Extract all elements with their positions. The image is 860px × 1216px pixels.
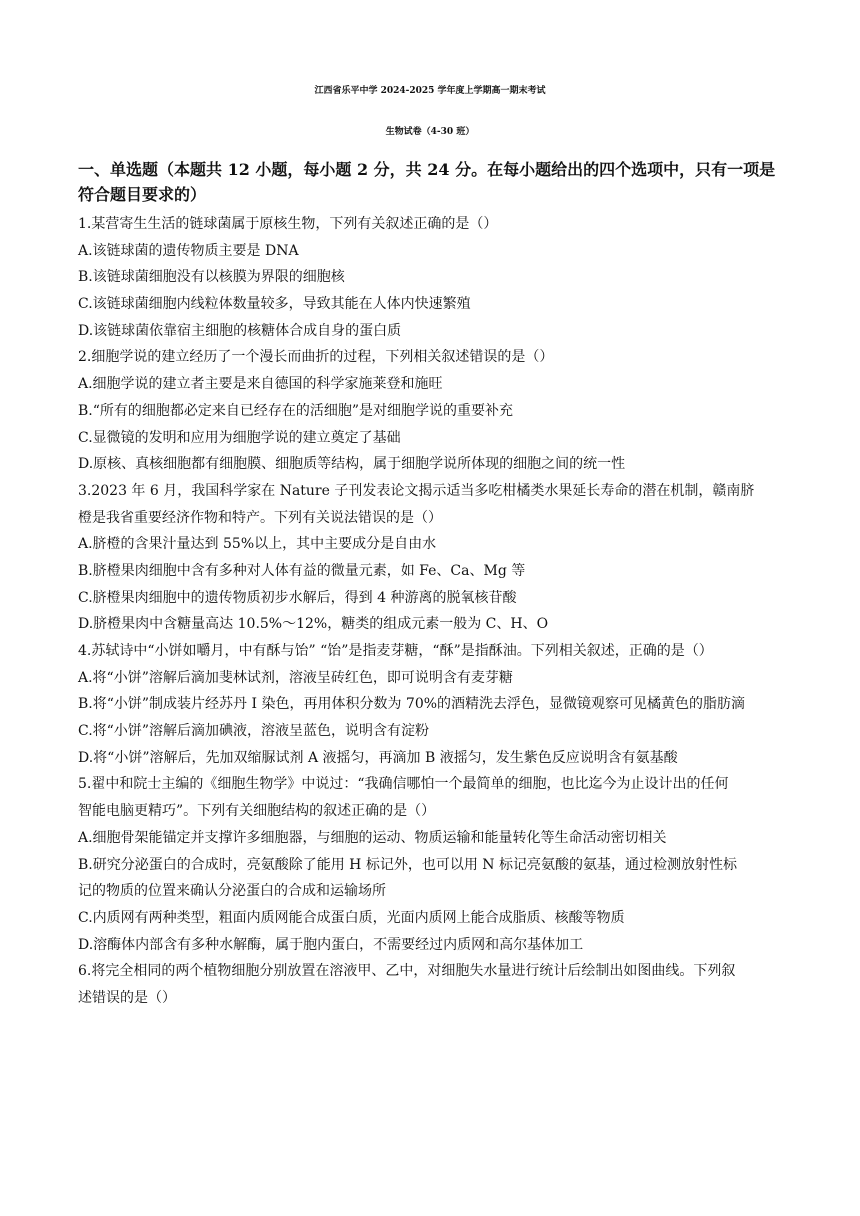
question-3-stem-line-1: 3.2023 年 6 月，我国科学家在 Nature 子刊发表论文揭示适当多吃柑橘类水果延长寿命的潜在机制，赣南脐 (78, 482, 755, 499)
question-4-option-a: A.将“小饼”溶解后滴加斐林试剂，溶液呈砖红色，即可说明含有麦芽糖 (78, 669, 513, 686)
question-3-option-d: D.脐橙果肉中含糖量高达 10.5%～12%，糖类的组成元素一般为 C、H、O (78, 616, 549, 633)
question-5-stem-line-2: 智能电脑更精巧”。下列有关细胞结构的叙述正确的是（） (78, 803, 436, 820)
question-2-option-c: C.显微镜的发明和应用为细胞学说的建立奠定了基础 (78, 429, 401, 446)
question-5-option-d: D.溶酶体内部含有多种水解酶，属于胞内蛋白，不需要经过内质网和高尔基体加工 (78, 936, 584, 953)
question-1-option-a: A.该链球菌的遗传物质主要是 DNA (78, 242, 299, 259)
question-4-option-b: B.将“小饼”制成装片经苏丹 I 染色，再用体积分数为 70%的酒精洗去浮色，显微镜观察可见橘黄色的脂肪滴 (78, 696, 746, 713)
question-5-option-b-line-2: 记的物质的位置来确认分泌蛋白的合成和运输场所 (78, 883, 386, 900)
question-5-option-a: A.细胞骨架能锚定并支撑许多细胞器，与细胞的运动、物质运输和能量转化等生命活动密切相关 (78, 829, 667, 846)
question-1-option-d: D.该链球菌依靠宿主细胞的核糖体合成自身的蛋白质 (78, 322, 402, 339)
question-2-stem: 2.细胞学说的建立经历了一个漫长而曲折的过程，下列相关叙述错误的是（） (78, 349, 554, 366)
exam-subtitle: 生物试卷（4-30 班） (385, 127, 475, 137)
exam-title: 江西省乐平中学 2024-2025 学年度上学期高一期末考试 (314, 86, 546, 96)
question-2-option-d: D.原核、真核细胞都有细胞膜、细胞质等结构，属于细胞学说所体现的细胞之间的统一性 (78, 456, 626, 473)
question-list (78, 211, 790, 1012)
question-5-option-c: C.内质网有两种类型，粗面内质网能合成蛋白质，光面内质网上能合成脂质、核酸等物质 (78, 909, 625, 926)
question-6-stem-line-1: 6.将完全相同的两个植物细胞分别放置在溶液甲、乙中，对细胞失水量进行统计后绘制出如图曲线。下列叙 (78, 963, 736, 980)
question-3-option-b: B.脐橙果肉细胞中含有多种对人体有益的微量元素，如 Fe、Ca、Mg 等 (78, 562, 526, 579)
question-4-stem: 4.苏轼诗中“小饼如嚼月，中有酥与饴” “饴”是指麦芽糖，“酥”是指酥油。下列相关叙述，正确的是（） (78, 643, 713, 659)
question-3-option-a: A.脐橙的含果汁量达到 55%以上，其中主要成分是自由水 (78, 536, 437, 553)
section-heading: 一、单选题（本题共 12 小题，每小题 2 分，共 24 分。在每小题给出的四个选项中，只有一项是符合题目要求的） (78, 160, 776, 204)
question-4-option-c: C.将“小饼”溶解后滴加碘液，溶液呈蓝色，说明含有淀粉 (78, 723, 429, 740)
question-3-stem-line-2: 橙是我省重要经济作物和特产。下列有关说法错误的是（） (78, 509, 442, 526)
question-1-option-b: B.该链球菌细胞没有以核膜为界限的细胞核 (78, 269, 345, 286)
question-5-option-b-line-1: B.研究分泌蛋白的合成时，亮氨酸除了能用 H 标记外，也可以用 N 标记亮氨酸的氨基，通过检测放射性标 (78, 856, 737, 873)
question-2-option-b: B.“所有的细胞都必定来自已经存在的活细胞”是对细胞学说的重要补充 (78, 402, 514, 419)
question-1-option-c: C.该链球菌细胞内线粒体数量较多，导致其能在人体内快速繁殖 (78, 296, 471, 313)
question-6-stem-line-2: 述错误的是（） (78, 989, 176, 1006)
question-5-stem-line-1: 5.翟中和院士主编的《细胞生物学》中说过：“我确信哪怕一个最简单的细胞，也比迄今为止设计出的任何 (78, 776, 729, 793)
question-2-option-a: A.细胞学说的建立者主要是来自德国的科学家施莱登和施旺 (78, 376, 443, 393)
question-3-option-c: C.脐橙果肉细胞中的遗传物质初步水解后，得到 4 种游离的脱氧核苷酸 (78, 589, 517, 606)
question-4-option-d: D.将“小饼”溶解后，先加双缩脲试剂 A 液摇匀，再滴加 B 液摇匀，发生紫色反应说明含有氨基酸 (78, 749, 678, 766)
question-1-stem: 1.某营寄生生活的链球菌属于原核生物，下列有关叙述正确的是（） (78, 216, 498, 232)
